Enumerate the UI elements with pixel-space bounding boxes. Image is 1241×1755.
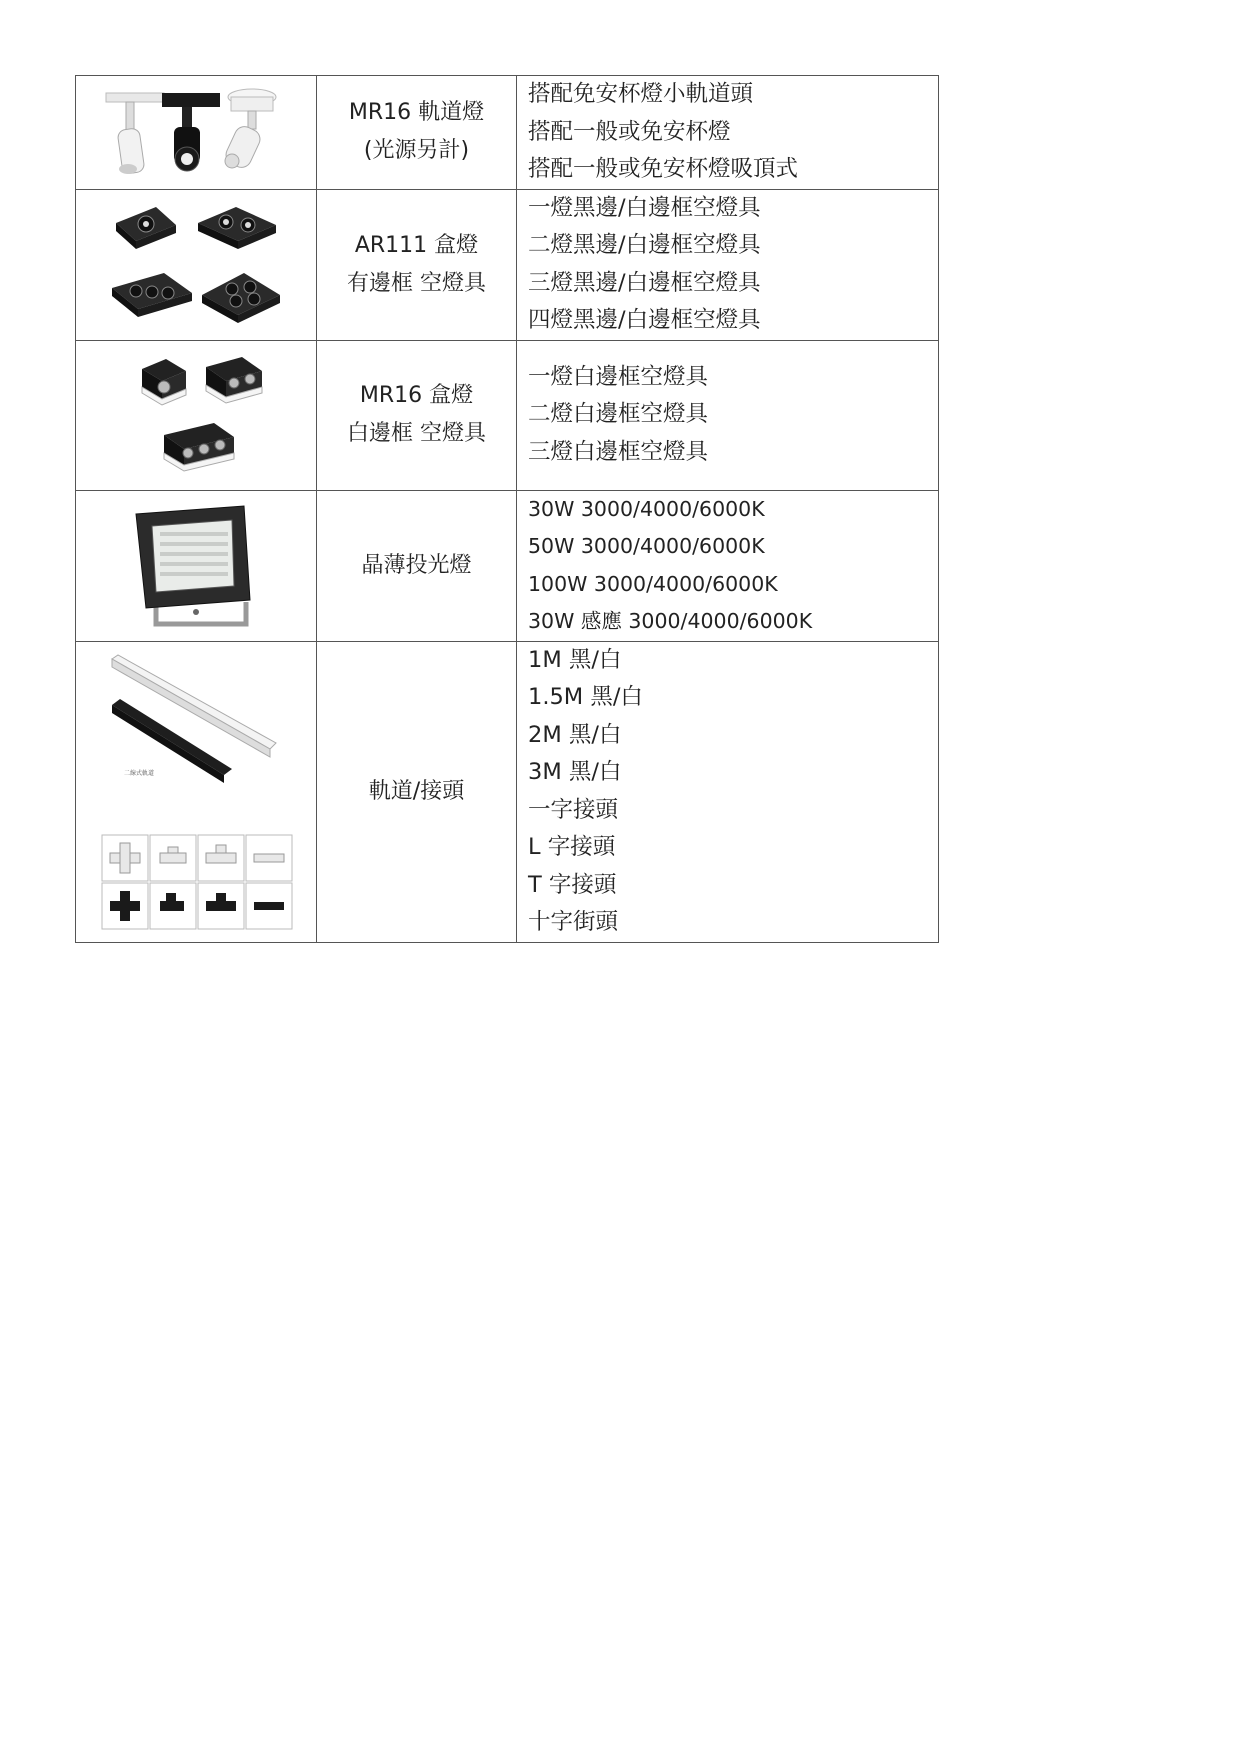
product-name-line: 晶薄投光燈 (361, 552, 472, 578)
spec-line: 30W 3000/4000/6000K (528, 496, 765, 521)
track-spotlights-icon (76, 77, 316, 188)
spec-line: T 字接頭 (528, 871, 617, 898)
product-name-cell (317, 340, 517, 490)
spec-line: 十字街頭 (528, 909, 619, 935)
product-name-cell (317, 490, 517, 641)
product-spec-cell (517, 641, 939, 942)
product-name-cell (317, 189, 517, 340)
product-image-cell (76, 490, 317, 641)
spec-line: 一字接頭 (528, 796, 619, 823)
spec-line: L 字接頭 (528, 834, 616, 860)
floodlight-icon (76, 492, 316, 640)
product-image-cell (76, 76, 317, 190)
table-row (76, 490, 939, 641)
product-name-line: MR16 軌道燈 (348, 100, 485, 126)
spec-line: 搭配一般或免安杯燈吸頂式 (528, 156, 799, 182)
product-name-line: AR111 盒燈 (354, 232, 479, 258)
spec-line: 1M 黑/白 (528, 646, 622, 673)
product-name-line: 白邊框 空燈具 (347, 421, 486, 446)
spec-line: 100W 3000/4000/6000K (528, 571, 778, 596)
product-image-cell (76, 340, 317, 490)
product-name-line: MR16 盒燈 (359, 383, 474, 408)
spec-line: 二燈黑邊/白邊框空燈具 (528, 232, 761, 258)
product-name-line: (光源另計) (363, 138, 470, 164)
ar111-box-lights-icon (76, 191, 316, 339)
spec-line: 三燈白邊框空燈具 (528, 438, 709, 465)
rail-caption: 二線式軌道 (124, 769, 155, 777)
product-table (75, 75, 939, 943)
table-row (76, 641, 939, 942)
spec-line: 二燈白邊框空燈具 (528, 401, 709, 428)
spec-line: 搭配免安杯燈小軌道頭 (528, 81, 754, 107)
spec-line: 50W 3000/4000/6000K (528, 534, 765, 558)
spec-line: 一燈黑邊/白邊框空燈具 (528, 194, 761, 221)
table-row (76, 76, 939, 190)
product-spec-cell (517, 490, 939, 641)
spec-line: 四燈黑邊/白邊框空燈具 (528, 307, 761, 333)
spec-line: 3M 黑/白 (528, 759, 622, 785)
product-spec-cell (517, 340, 939, 490)
product-name-line: 軌道/接頭 (368, 778, 465, 804)
spec-line: 一燈白邊框空燈具 (528, 363, 709, 390)
product-name-cell (317, 76, 517, 190)
product-name-line: 有邊框 空燈具 (347, 270, 486, 296)
table-row (76, 340, 939, 490)
spec-line: 30W 感應 3000/4000/6000K (528, 609, 813, 633)
product-image-cell (76, 641, 317, 942)
spec-line: 1.5M 黑/白 (528, 684, 643, 710)
product-spec-cell (517, 76, 939, 190)
spec-line: 搭配一般或免安杯燈 (528, 118, 731, 145)
mr16-box-lights-icon (76, 341, 316, 489)
spec-line: 三燈黑邊/白邊框空燈具 (528, 269, 761, 296)
product-image-cell (76, 189, 317, 340)
product-spec-cell (517, 189, 939, 340)
track-rail-connectors-icon (76, 643, 316, 941)
spec-line: 2M 黑/白 (528, 721, 622, 748)
table-row (76, 189, 939, 340)
product-name-cell (317, 641, 517, 942)
